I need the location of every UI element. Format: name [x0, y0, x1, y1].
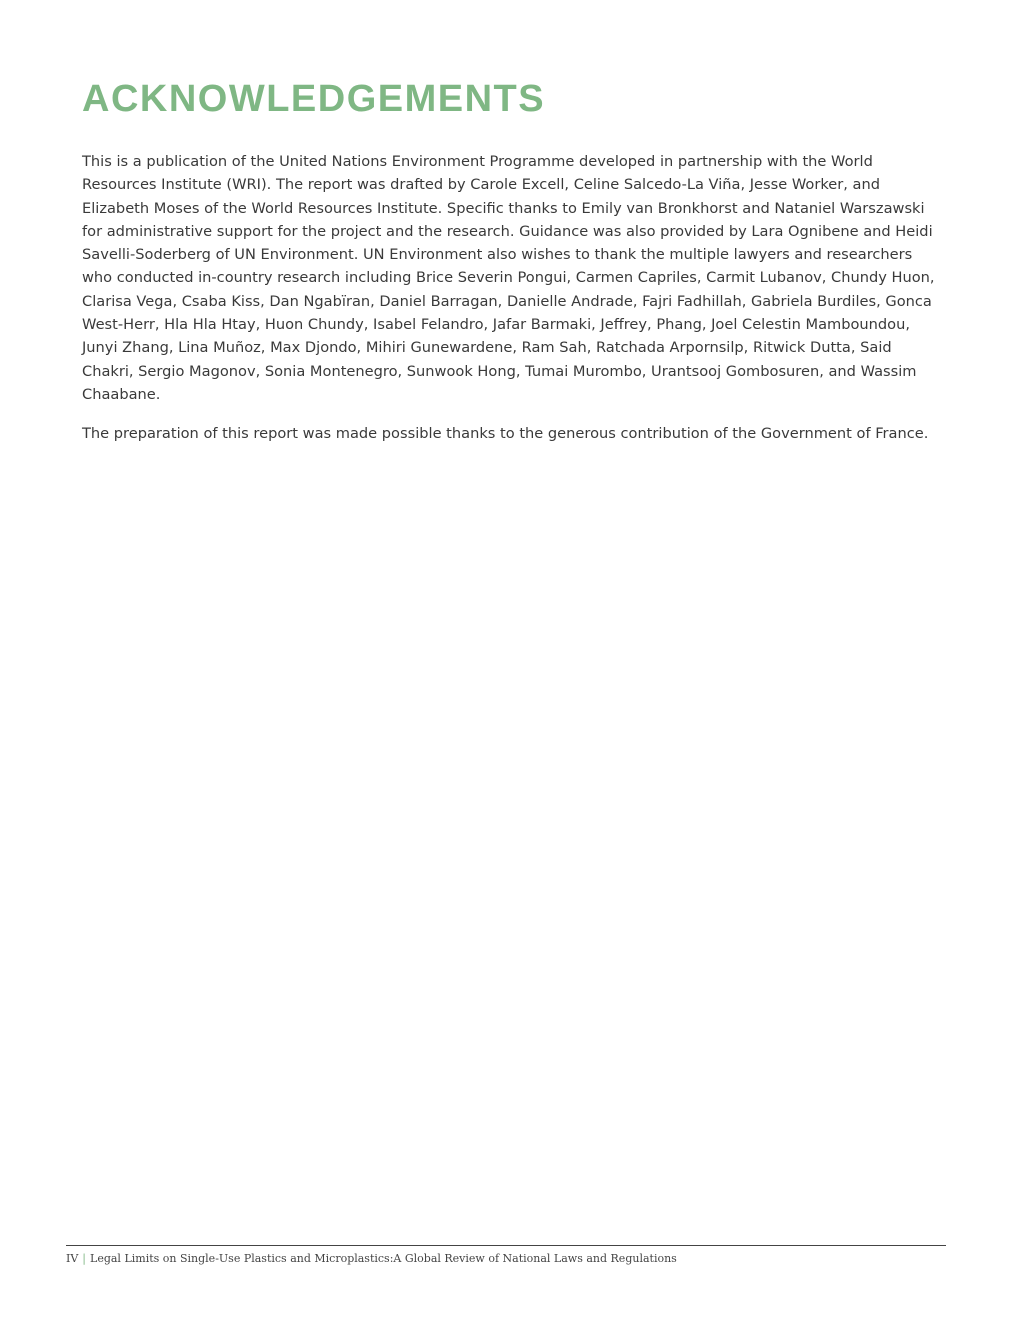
funding-paragraph: The preparation of this report was made possible thanks to the generous contribution of the Government of France.	[82, 425, 929, 443]
acknowledgements-body	[82, 150, 942, 462]
report-title: Legal Limits on Single-Use Plastics and Microplastics:A Global Review of National Laws and Regulations	[90, 1252, 677, 1265]
page-footer	[66, 1252, 677, 1265]
acknowledgements-paragraph: This is a publication of the United Nations Environment Programme developed in partnership with the World Resources Institute (WRI). The report was drafted by Carole Excell, Celine Salcedo-La Viña, Jesse Worker, and Elizabeth Moses of the World Resources Institute. Specific thanks to Emily van Bronkhorst and Nataniel Warszawski for administrative support for the project and the research. Guidance was also provided by Lara Ognibene and Heidi Savelli-Soderberg of UN Environment. UN Environment also wishes to thank the multiple lawyers and researchers who conducted in-country research including Brice Severin Pongui, Carmen Capriles, Carmit Lubanov, Chundy Huon, Clarisa Vega, Csaba Kiss, Dan Ngabïran, Daniel Barragan, Danielle Andrade, Fajri Fadhillah, Gabriela Burdiles, Gonca West-Herr, Hla Hla Htay, Huon Chundy, Isabel Felandro, Jafar Barmaki, Jeffrey, Phang, Joel Celestin Mamboundou, Junyi Zhang, Lina Muñoz, Max Djondo, Mihiri Gunewardene, Ram Sah, Ratchada Arpornsilp, Ritwick Dutta, Said Chakri, Sergio Magonov, Sonia Montenegro, Sunwook Hong, Tumai Murombo, Urantsooj Gombosuren, and Wassim Chaabane.	[82, 153, 935, 403]
footer-divider	[66, 1245, 946, 1246]
footer-separator: |	[82, 1252, 87, 1265]
page-number: IV	[66, 1252, 79, 1265]
page-title: ACKNOWLEDGEMENTS	[82, 78, 546, 120]
